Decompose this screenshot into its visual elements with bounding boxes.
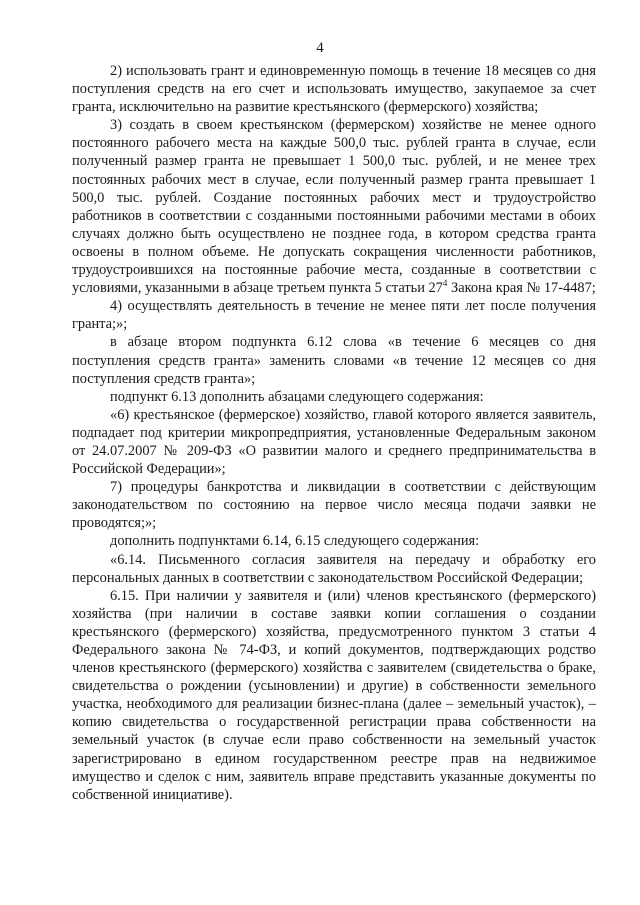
paragraph-3-text: 3) создать в своем крестьянском (фермерском) хозяйстве не менее одного постоянного рабочего места на каждые 500,0 тыс. рублей гранта в случае, если полученный размер гранта не превышает 1 500,0 тыс. рублей, и не менее трех постоянных рабочих мест в случае, если полученный размер гранта превышает 1 500,0 тыс. рублей. Создание постоянных рабочих мест и трудоустройство работников в соответствии с созданными постоянными рабочими местами в обоих случаях должно быть осуществлено не позднее года, в котором средства гранта освоены в полном объеме. Не допускать сокращения численности работников, трудоустроившихся на постоянные рабочие места, созданные в соответствии с условиями, указанными в абзаце третьем пункта 5 статьи 27 (72, 117, 596, 297)
paragraph-item-7: 7) процедуры банкротства и ликвидации в соответствии с действующим законодательством по состоянию на первое число месяца подачи заявки не проводятся;»; (72, 479, 596, 532)
article-superscript: 4 (442, 278, 448, 289)
paragraph-6-12-amendment: в абзаце втором подпункта 6.12 слова «в течение 6 месяцев со дня поступления средств гранта» заменить словами «в течение 12 месяцев со дня поступления средств гранта»; (72, 334, 596, 387)
document-body (72, 62, 596, 804)
paragraph-6-13-intro: подпункт 6.13 дополнить абзацами следующего содержания: (110, 388, 484, 405)
paragraph-6-14: «6.14. Письменного согласия заявителя на передачу и обработку его персональных данных в соответствии с законодательством Российской Федерации; (72, 551, 596, 586)
paragraph-2-grant-use: 2) использовать грант и единовременную помощь в течение 18 месяцев со дня поступления средств на его счет и использовать имущество, закупаемое за счет гранта, исключительно на развитие крестьянского (фермерского) хозяйства; (72, 63, 596, 116)
page-number: 4 (316, 40, 324, 56)
paragraph-6-15: 6.15. При наличии у заявителя и (или) членов крестьянского (фермерского) хозяйства (при наличии в составе заявки копии соглашения о создании крестьянского (фермерского) хозяйства, предусмотренного пунктом 3 статьи 4 Федерального закона № 74-ФЗ, и копий документов, подтверждающих родство членов крестьянского (фермерского) хозяйства с заявителем (свидетельства о браке, свидетельства о рождении (усыновлении) и другие) в собственности земельного участка, необходимого для реализации бизнес-плана (далее – земельный участок), – копию свидетельства о государственной регистрации права собственности на земельный участок (в случае если право собственности на земельный участок зарегистрировано в едином государственном реестре прав на недвижимое имущество и сделок с ним, заявитель вправе представить указанные документы по собственной инициативе). (72, 587, 596, 803)
paragraph-item-6: «6) крестьянское (фермерское) хозяйство, главой которого является заявитель, подпадает под критерии микропредприятия, установленные Федеральным законом от 24.07.2007 № 209-ФЗ «О развитии малого и среднего предпринимательства в Российской Федерации»; (72, 406, 596, 478)
paragraph-3-workplaces (72, 116, 596, 297)
paragraph-3-tail: Закона края № 17-4487; (447, 280, 596, 297)
paragraph-6-14-6-15-intro: дополнить подпунктами 6.14, 6.15 следующего содержания: (110, 533, 480, 550)
paragraph-4-activity: 4) осуществлять деятельность в течение не менее пяти лет после получения гранта;»; (72, 298, 596, 333)
